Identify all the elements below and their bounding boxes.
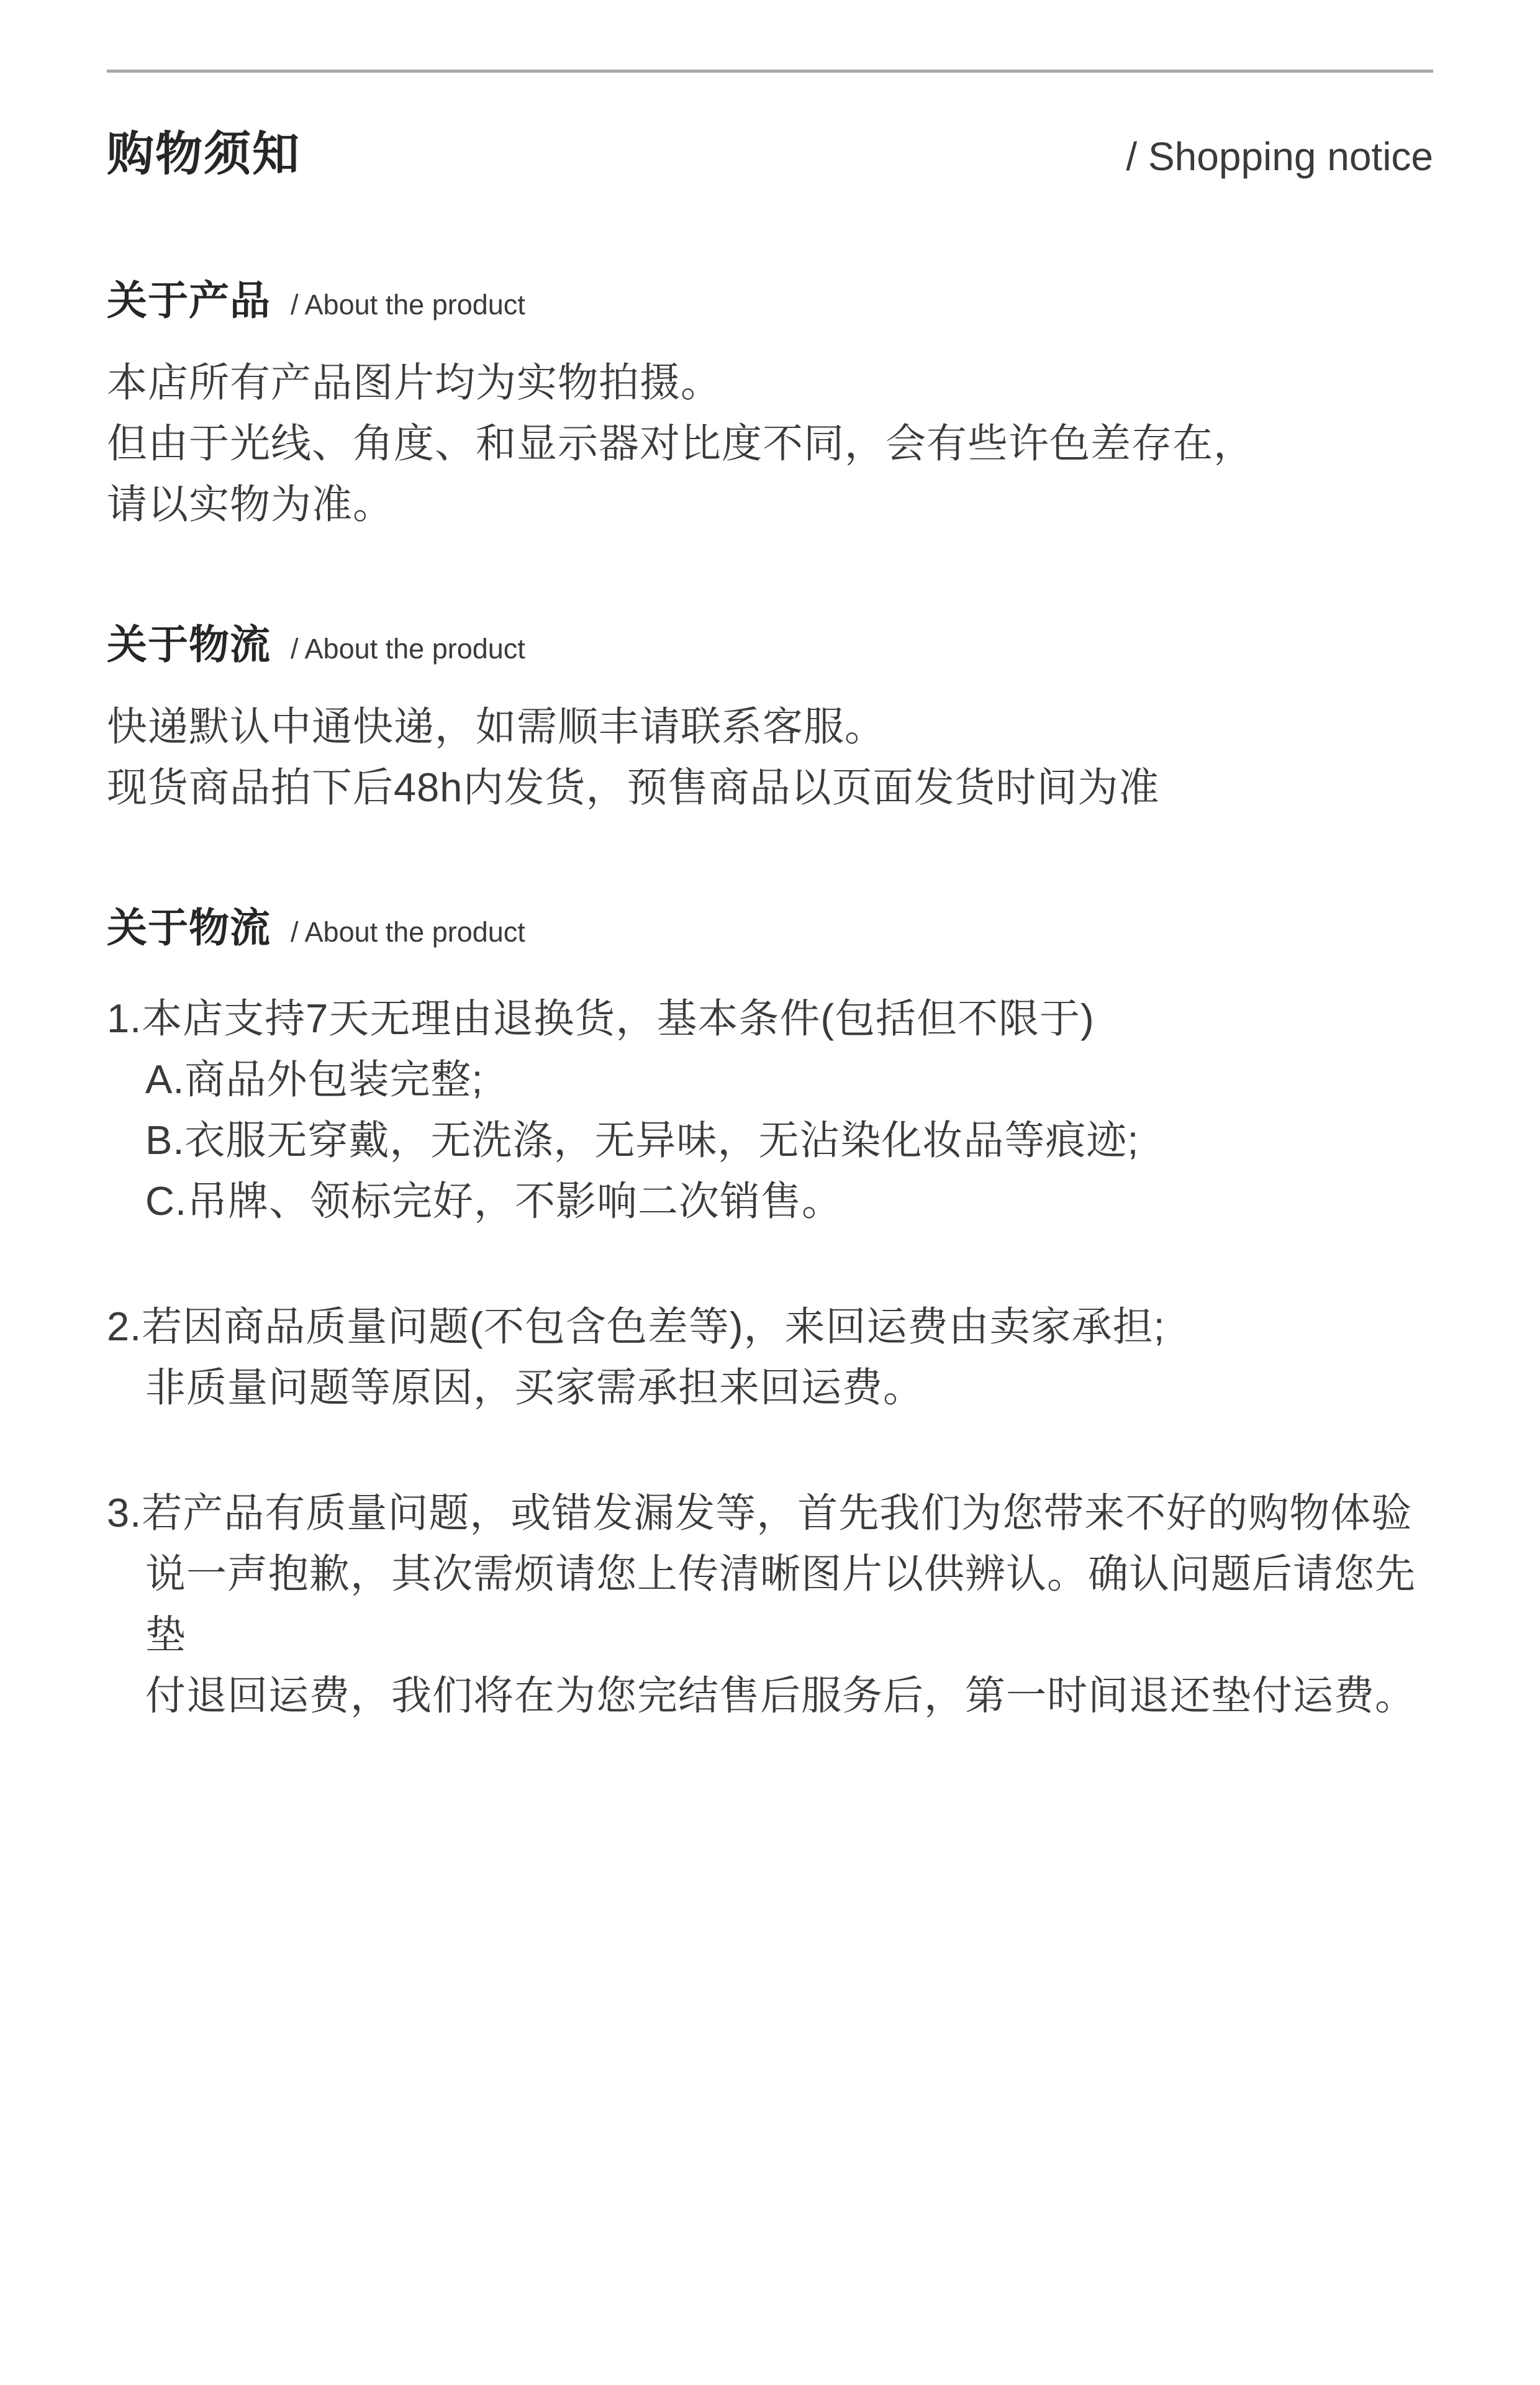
section-header xyxy=(107,907,1433,948)
section-subtitle-en: / About the product xyxy=(291,916,525,948)
notice-line: 2.若因商品质量问题(不包含色差等)，来回运费由卖家承担; xyxy=(107,1304,1166,1349)
notice-subline-b: B.衣服无穿戴，无洗涤，无异味，无沾染化妆品等痕迹; xyxy=(145,1117,1139,1163)
notice-subline-a: A.商品外包装完整; xyxy=(145,1056,484,1102)
notice-line: 本店所有产品图片均为实物拍摄。 xyxy=(107,360,722,405)
page-header xyxy=(107,128,1433,181)
notice-item-3 xyxy=(107,1483,1433,1726)
section-about-product xyxy=(107,280,1433,535)
notice-item-2 xyxy=(107,1296,1433,1418)
section-body xyxy=(107,352,1433,535)
notice-line: 快递默认中通快递，如需顺丰请联系客服。 xyxy=(107,704,886,749)
section-subtitle-en: / About the product xyxy=(291,289,525,320)
section-shipping xyxy=(107,624,1433,818)
top-divider xyxy=(107,70,1433,73)
notice-line-continued: 说一声抱歉，其次需烦请您上传清晰图片以供辨认。确认问题后请您先垫 xyxy=(145,1551,1416,1657)
section-title: 关于物流 xyxy=(107,905,271,950)
notice-subline-c: C.吊牌、领标完好，不影响二次销售。 xyxy=(145,1178,843,1224)
page-title: 购物须知 xyxy=(107,128,301,181)
page-subtitle-en: / Shopping notice xyxy=(1126,134,1433,179)
notice-line-continued: 付退回运费，我们将在为您完结售后服务后，第一时间退还垫付运费。 xyxy=(145,1673,1416,1718)
section-header xyxy=(107,280,1433,321)
section-title: 关于产品 xyxy=(107,278,271,323)
notice-line: 1.本店支持7天无理由退换货，基本条件(包括但不限于) xyxy=(107,996,1095,1041)
content-container xyxy=(0,70,1540,1726)
notice-line: 请以实物为准。 xyxy=(107,481,394,527)
notice-item-1 xyxy=(107,988,1433,1232)
notice-line: 但由于光线、角度、和显示器对比度不同，会有些许色差存在， xyxy=(107,420,1255,466)
section-return-policy xyxy=(107,907,1433,1726)
section-body xyxy=(107,988,1433,1726)
section-subtitle-en: / About the product xyxy=(291,633,525,665)
notice-line: 现货商品拍下后48h内发货，预售商品以页面发货时间为准 xyxy=(107,765,1160,810)
section-header xyxy=(107,624,1433,665)
section-title: 关于物流 xyxy=(107,622,271,667)
notice-line-continued: 非质量问题等原因，买家需承担来回运费。 xyxy=(145,1365,925,1410)
notice-line: 3.若产品有质量问题，或错发漏发等，首先我们为您带来不好的购物体验 xyxy=(107,1490,1413,1535)
section-body xyxy=(107,696,1433,818)
